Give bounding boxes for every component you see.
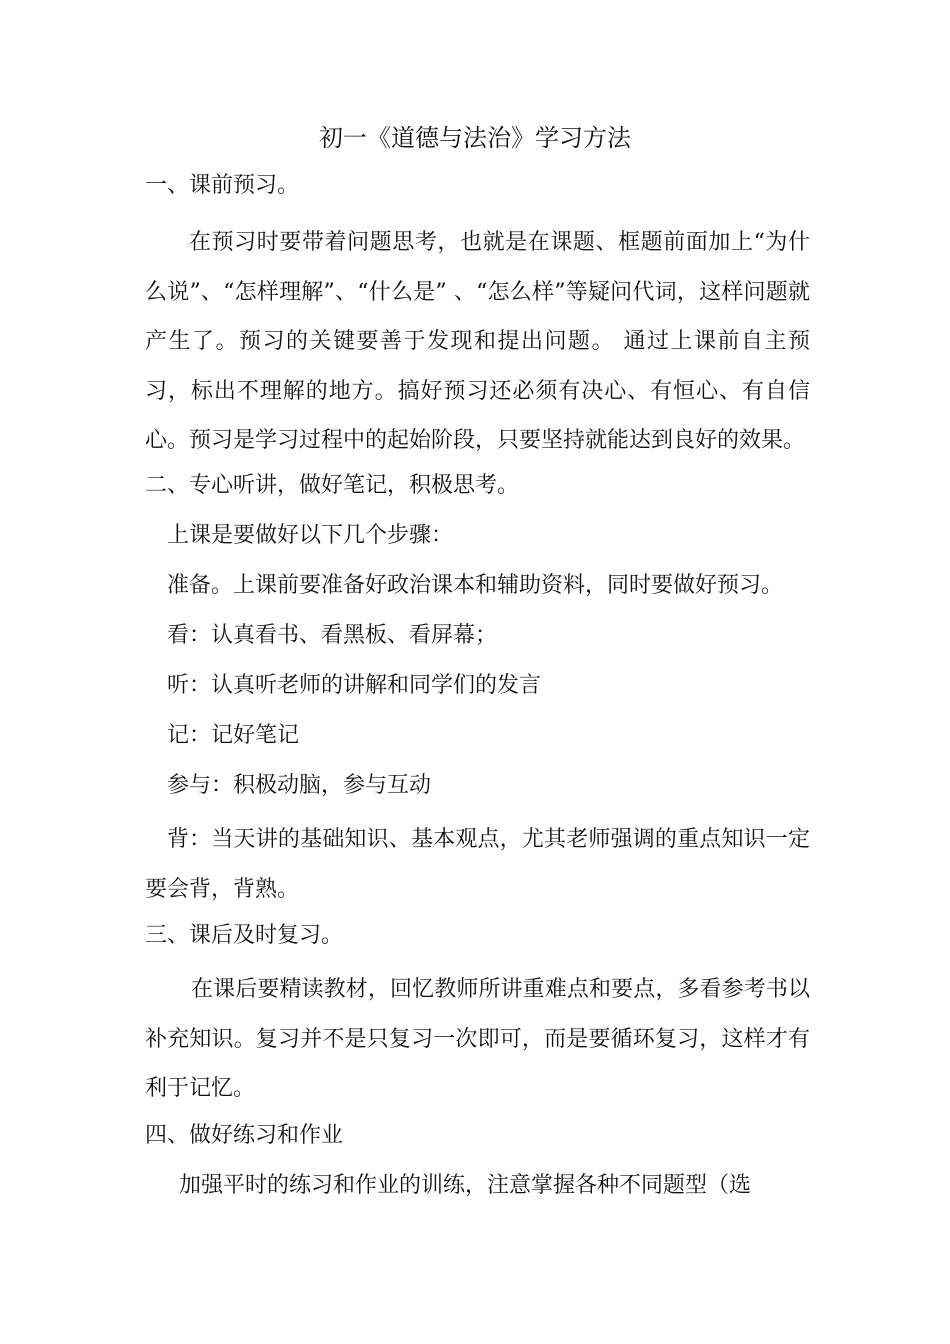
step-item-notes: 记：记好笔记 (167, 723, 300, 748)
section-heading-1: 一、课前预习。 (145, 173, 300, 198)
section-paragraph-3: 在课后要精读教材，回忆教师所讲重难点和要点，多看参考书以补充知识。复习并不是只复习一次即可，而是要循环复习，这样才有利于记忆。 (145, 977, 810, 1102)
document-title: 初一《道德与法治》学习方法 (319, 124, 631, 152)
section-intro-2: 上课是要做好以下几个步骤： (167, 523, 454, 548)
step-item-listen: 听：认真听老师的讲解和同学们的发言 (167, 673, 542, 698)
section-paragraph-4: 加强平时的练习和作业的训练，注意掌握各种不同题型（选 (179, 1173, 752, 1198)
step-item-recite: 背：当天讲的基础知识、基本观点，尤其老师强调的重点知识一定要会背，背熟。 (145, 827, 810, 902)
section-paragraph-1: 在预习时要带着问题思考，也就是在课题、框题前面加上“为什么说”、“怎样理解”、“什么是” 、“怎么样”等疑问代词，这样问题就产生了。预习的关键要善于发现和提出问题。 通过上课前自主预习，标出不理解的地方。搞好预习还必须有决心、有恒心、有自信心。预习是学习过程中的起始阶段，只要坚持就能达到良好的效果。 (145, 230, 810, 454)
section-heading-2: 二、专心听讲，做好笔记，积极思考。 (145, 473, 520, 498)
step-item-prepare: 准备。上课前要准备好政治课本和辅助资料，同时要做好预习。 (167, 573, 784, 598)
step-item-look: 看：认真看书、看黑板、看屏幕； (167, 623, 498, 648)
step-item-participate: 参与：积极动脑，参与互动 (167, 773, 432, 798)
section-heading-4: 四、做好练习和作业 (145, 1123, 344, 1148)
section-heading-3: 三、课后及时复习。 (145, 923, 344, 948)
